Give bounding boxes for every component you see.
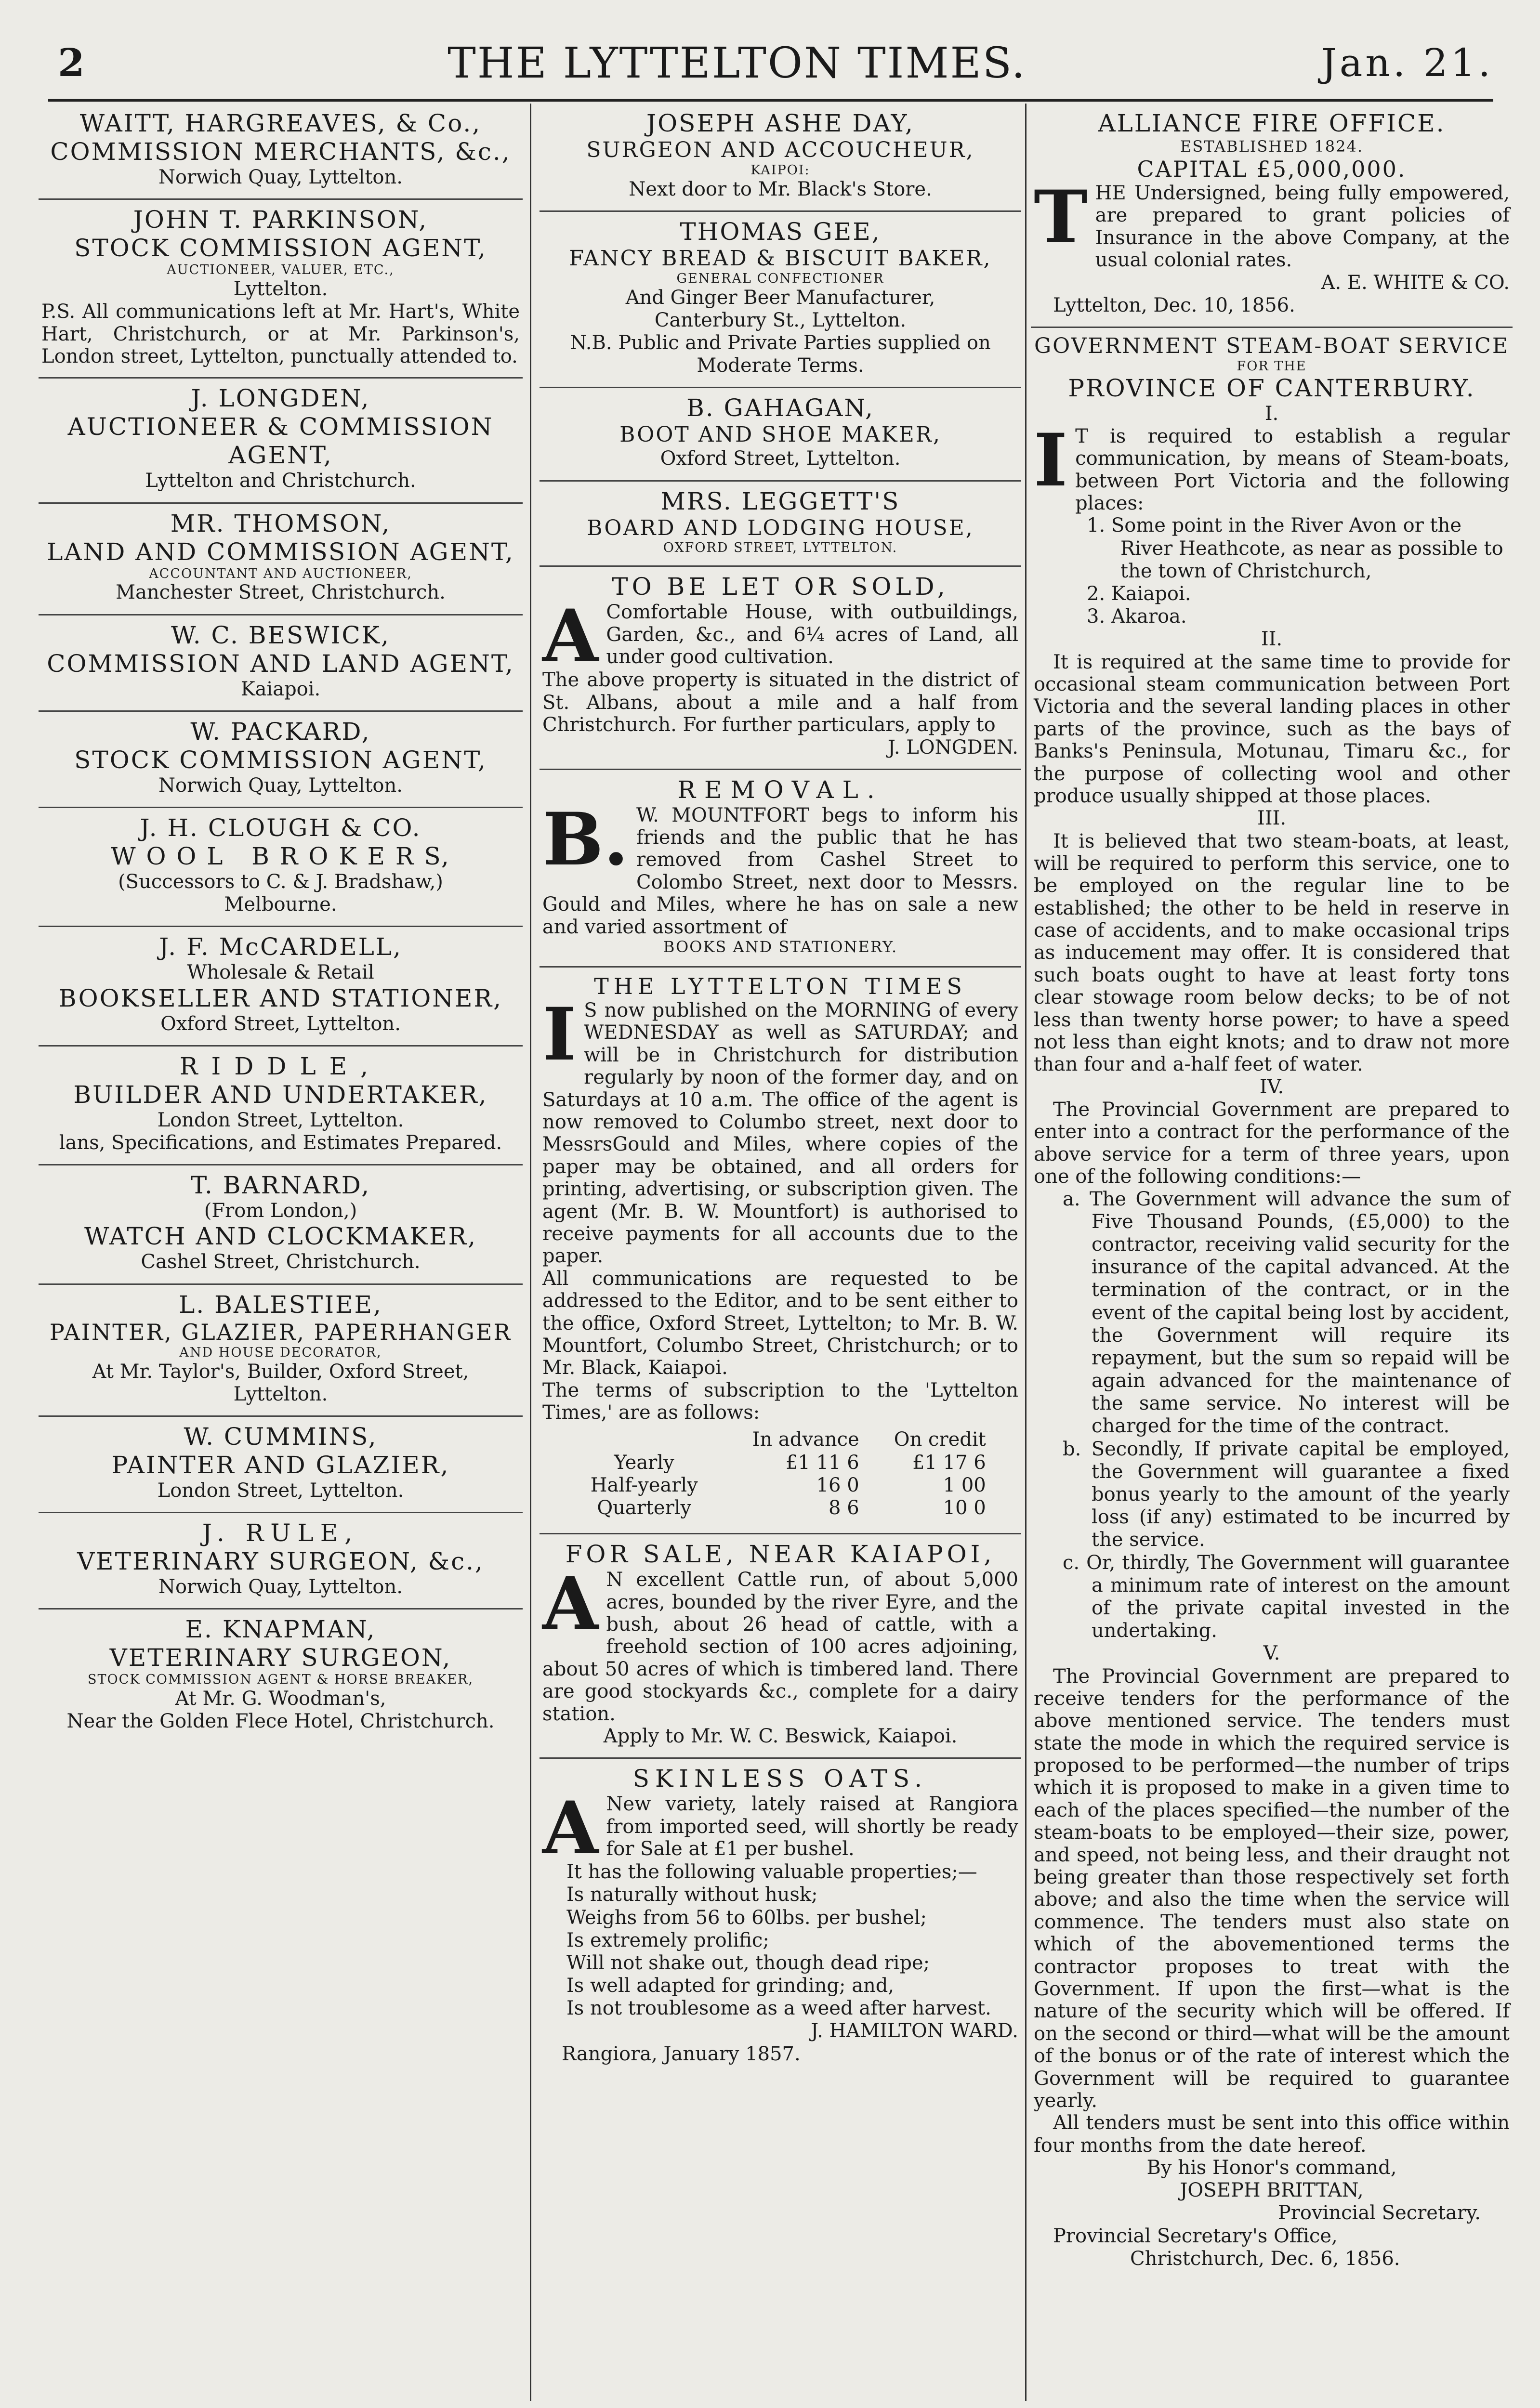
ad-heading: B. GAHAGAN, xyxy=(686,394,874,422)
drop-cap: T xyxy=(1034,175,1088,260)
ad-smallcaps: AUCTIONEER, VALUER, ETC., xyxy=(167,262,395,278)
list-item: 2. Kaiapoi. xyxy=(1087,583,1191,605)
ad-smallcaps: GENERAL CONFECTIONER xyxy=(676,271,884,286)
ad-subheading: PAINTER AND GLAZIER, xyxy=(111,1451,450,1479)
ad-heading: W. C. BESWICK, xyxy=(171,621,390,649)
list-item: Is well adapted for grinding; and, xyxy=(566,1975,895,1997)
condition-a: a. The Government will advance the sum of Five Thousand Pounds, (£5,000) to the contractor, receiving valid security for the insurance of the capital advanced. At the termination of the contract, or in the event of the capital being lost by accident, the Government will require its repayment, but the sum so repaid will be again advanced for the maintenance of the same service. No interest will be charged for the time of the contract. xyxy=(1063,1188,1510,1438)
ad-smallcaps: AND HOUSE DECORATOR, xyxy=(179,1345,382,1360)
ad-smallcaps: FOR THE xyxy=(1237,358,1307,374)
column-2 xyxy=(540,104,1021,2403)
ad-parkinson xyxy=(39,200,523,379)
ad-address: Norwich Quay, Lyttelton. xyxy=(158,166,403,188)
table-cell: 8 6 xyxy=(829,1497,859,1519)
ad-address: Lyttelton. xyxy=(233,278,328,301)
ad-postscript: P.S. All communications left at Mr. Hart's, White Hart, Christchurch, or at Mr. Parkinson's, London street, Lyttelton, punctually attended to. xyxy=(41,301,520,368)
subscription-table xyxy=(571,1428,989,1519)
ad-subheading: VETERINARY SURGEON, &c., xyxy=(77,1547,484,1576)
list-item: Is extremely prolific; xyxy=(566,1929,769,1951)
column-3 xyxy=(1031,104,1513,2403)
ad-smallcaps: ACCOUNTANT AND AUCTIONEER, xyxy=(149,566,412,581)
ad-address: Manchester Street, Christchurch. xyxy=(116,581,446,604)
ad-smallcaps: BOOKS AND STATIONERY. xyxy=(663,938,898,956)
ad-gee xyxy=(540,212,1021,389)
ad-barnard xyxy=(39,1165,523,1284)
ad-address: Near the Golden Flece Hotel, Christchurch. xyxy=(66,1710,495,1733)
table-cell: Half-yearly xyxy=(590,1474,698,1496)
section-numeral: V. xyxy=(1263,1642,1280,1665)
table-row xyxy=(571,1474,989,1497)
ad-body: HE Undersigned, being fully empowered, are prepared to grant policies of Insurance in the above Company, at the usual colonial rates. xyxy=(1095,182,1510,272)
ad-subheading: BOARD AND LODGING HOUSE, xyxy=(587,515,974,540)
ad-subheading: BUILDER AND UNDERTAKER, xyxy=(73,1080,488,1109)
ad-signature: Provincial Secretary. xyxy=(1277,2202,1481,2225)
ad-heading: W. PACKARD, xyxy=(190,717,371,746)
ad-heading: THE LYTTELTON TIMES xyxy=(594,973,967,999)
ad-subheading: STOCK COMMISSION AGENT, xyxy=(74,234,487,262)
ad-note: N.B. Public and Private Parties supplied on Moderate Terms. xyxy=(570,332,991,377)
ad-subheading: BOOT AND SHOE MAKER, xyxy=(619,422,941,447)
issue-date: Jan. 21. xyxy=(1321,40,1493,85)
ad-alliance xyxy=(1031,104,1513,328)
ad-heading: ALLIANCE FIRE OFFICE. xyxy=(1098,109,1446,137)
ad-subheading: COMMISSION MERCHANTS, &c., xyxy=(50,138,511,166)
ad-established: ESTABLISHED 1824. xyxy=(1180,137,1363,156)
ad-heading: GOVERNMENT STEAM-BOAT SERVICE xyxy=(1034,333,1509,358)
ad-heading: FOR SALE, NEAR KAIAPOI, xyxy=(565,1540,996,1569)
ad-smallcaps: KAIPOI: xyxy=(750,162,810,178)
ad-address: At Mr. G. Woodman's, xyxy=(175,1688,386,1710)
ad-heading: WAITT, HARGREAVES, & Co., xyxy=(79,109,482,137)
ad-heading: J. LONGDEN, xyxy=(191,384,370,413)
drop-cap: A xyxy=(542,1786,599,1871)
list-item: It has the following valuable properties;— xyxy=(566,1861,977,1884)
ad-day xyxy=(540,104,1021,212)
ad-heading: REMOVAL. xyxy=(677,775,883,804)
ad-heading: JOHN T. PARKINSON, xyxy=(133,206,428,234)
table-cell: 10 0 xyxy=(943,1497,986,1519)
ad-body: The terms of subscription to the 'Lyttelton Times,' are as follows: xyxy=(542,1379,1018,1424)
ad-subheading: PAINTER, GLAZIER, PAPERHANGER xyxy=(49,1319,512,1345)
ad-packard xyxy=(39,712,523,808)
ad-address: Lyttelton. xyxy=(233,1383,328,1405)
ad-address: Oxford Street, Lyttelton. xyxy=(660,447,901,470)
table-row xyxy=(571,1497,989,1519)
ad-subheading: W O O L B R O K E R S, xyxy=(111,842,450,871)
masthead-rule xyxy=(48,99,1493,102)
ad-subheading: SURGEON AND ACCOUCHEUR, xyxy=(586,138,974,162)
ad-smallcaps: OXFORD STREET, LYTTELTON. xyxy=(663,540,898,556)
ad-subheading: PROVINCE OF CANTERBURY. xyxy=(1068,374,1475,402)
ad-date: Christchurch, Dec. 6, 1856. xyxy=(1130,2247,1400,2270)
list-item: Is naturally without husk; xyxy=(566,1884,818,1906)
ad-mccardell xyxy=(39,927,523,1046)
ad-body: S now published on the MORNING of every WEDNESDAY as well as SATURDAY; and will be in Christchurch for distribution regularly by noon of the former day, and on Saturdays at 10 a.m. The office of the agent is now removed to Columbo street, next door to MessrsGould and Miles, where copies of the paper may be obtained, and all orders for printing, advertising, or subscription given. The agent (Mr. B. W. Mountfort) is authorised to receive payments for all accounts due to the paper. xyxy=(542,999,1018,1268)
ad-subheading: VETERINARY SURGEON, xyxy=(109,1644,452,1672)
ad-leggett xyxy=(540,482,1021,567)
section-numeral: I. xyxy=(1264,402,1279,425)
ad-note: Wholesale & Retail xyxy=(187,961,374,984)
ad-subheading: BOOKSELLER AND STATIONER, xyxy=(58,984,503,1012)
table-header: In advance xyxy=(752,1428,859,1451)
ad-heading: THOMAS GEE, xyxy=(680,217,881,246)
drop-cap: I xyxy=(1034,418,1068,503)
drop-cap: I xyxy=(542,992,577,1077)
column-divider xyxy=(530,104,531,2401)
ad-date: Lyttelton, Dec. 10, 1856. xyxy=(1053,294,1295,316)
column-1 xyxy=(39,104,523,2403)
ad-subheading: STOCK COMMISSION AGENT, xyxy=(74,746,487,774)
ad-rule xyxy=(39,1513,523,1610)
ad-address: Norwich Quay, Lyttelton. xyxy=(158,774,403,797)
ad-address: At Mr. Taylor's, Builder, Oxford Street, xyxy=(92,1360,469,1383)
ad-address: Cashel Street, Christchurch. xyxy=(141,1251,421,1273)
ad-note: (From London,) xyxy=(204,1200,357,1222)
ad-note: (Successors to C. & J. Bradshaw,) xyxy=(118,871,443,893)
ad-gahagan xyxy=(540,388,1021,481)
ad-address: Kaiapoi. xyxy=(240,678,321,700)
ad-heading: E. KNAPMAN, xyxy=(185,1615,376,1644)
list-item: 1. Some point in the River Avon or the River Heathcote, as near as possible to the town of Christchurch, xyxy=(1087,514,1503,582)
condition-c: c. Or, thirdly, The Government will guarantee a minimum rate of interest on the amount of the private capital invested in the undertaking. xyxy=(1063,1551,1510,1642)
ad-subheading: COMMISSION AND LAND AGENT, xyxy=(47,649,514,678)
ad-office: Provincial Secretary's Office, xyxy=(1053,2225,1338,2247)
ad-subheading: WATCH AND CLOCKMAKER, xyxy=(84,1222,477,1251)
column-divider xyxy=(1025,104,1027,2401)
ad-date: Rangiora, January 1857. xyxy=(562,2042,801,2065)
ad-body: All communications are requested to be addressed to the Editor, and to be sent either to the office, Oxford Street, Lyttelton; to Mr. B. W. Mountfort, Columbo Street, Christchurch; or to Mr. Black, Kaiapoi. xyxy=(542,1267,1018,1379)
ad-longden xyxy=(39,379,523,503)
ad-to-let xyxy=(540,567,1021,770)
ad-body: It is believed that two steam-boats, at least, will be required to perform this service, one to be employed on the regular line to be established; the other to be held in reserve in case of accidents, and to make occasional trips as inducement may offer. It is considered that such boats ought to have at least forty tons clear stowage room below decks; to be of not less than twenty horse power; to have a speed not less than eight knots; and to draw not more than four and a-half feet of water. xyxy=(1034,830,1510,1076)
masthead xyxy=(58,22,1493,104)
ad-subheading: FANCY BREAD & BISCUIT BAKER, xyxy=(569,246,992,271)
list-item: Is not troublesome as a weed after harvest. xyxy=(566,1997,991,2020)
section-numeral: III. xyxy=(1257,807,1287,830)
ad-heading: RIDDLE, xyxy=(179,1052,382,1080)
ad-address: Next door to Mr. Black's Store. xyxy=(629,178,932,200)
list-item: Weighs from 56 to 60lbs. per bushel; xyxy=(566,1906,927,1929)
ad-heading: J. F. McCARDELL, xyxy=(159,933,402,961)
table-cell: Quarterly xyxy=(597,1497,692,1519)
ad-capital: CAPITAL £5,000,000. xyxy=(1137,156,1407,182)
table-cell: £1 11 6 xyxy=(785,1451,859,1474)
ad-steam-boat xyxy=(1031,328,1513,2280)
ad-lyttelton-times xyxy=(540,968,1021,1534)
table-cell: 1 00 xyxy=(943,1474,986,1496)
ad-removal xyxy=(540,770,1021,968)
ad-signature: By his Honor's command, xyxy=(1146,2157,1397,2179)
ad-heading: J. RULE, xyxy=(202,1519,359,1547)
ad-riddle xyxy=(39,1047,523,1165)
ad-address: Oxford Street, Lyttelton. xyxy=(160,1012,401,1035)
table-header: On credit xyxy=(894,1428,986,1451)
table-cell: £1 17 6 xyxy=(912,1451,986,1474)
drop-cap: A xyxy=(542,1561,599,1647)
ad-smallcaps: STOCK COMMISSION AGENT & HORSE BREAKER, xyxy=(88,1672,474,1688)
ad-cummins xyxy=(39,1417,523,1513)
table-row xyxy=(571,1452,989,1474)
ad-body: The Provincial Government are prepared to receive tenders for the performance of the above mentioned service. The tenders must state the mode in which the required service is proposed to be performed—the number of trips which it is proposed to make in a given time to each of the places specified—the number of the steam-boats to be employed—their size, power, and speed, not being less, and their draught not being greater than those respectively set forth above; and also the time when the service will commence. The tenders must also state on which of the abovementioned terms the contractor proposes to treat with the Government. If upon the first—what is the nature of the security which will be offered. If on the second or third—what will be the amount of the bonus or of the rate of interest which the Government will be required to guarantee yearly. xyxy=(1034,1665,1510,2112)
ad-skinless-oats xyxy=(540,1759,1021,2075)
ad-heading: JOSEPH ASHE DAY, xyxy=(646,109,914,137)
ad-heading: MRS. LEGGETT'S xyxy=(660,487,900,515)
ad-subheading: AUCTIONEER & COMMISSION AGENT, xyxy=(67,413,494,470)
ad-body: All tenders must be sent into this office within four months from the date hereof. xyxy=(1034,2112,1510,2157)
newspaper-title: THE LYTTELTON TIMES. xyxy=(448,38,1027,88)
ad-heading: L. BALESTIEE, xyxy=(179,1290,382,1319)
ad-body: W. MOUNTFORT begs to inform his friends and the public that he has removed from Cashel Street to Colombo Street, next door to Messrs. Gould and Miles, where he has on sale a new and varied assortment of xyxy=(542,804,1018,938)
ad-heading: J. H. CLOUGH & CO. xyxy=(140,814,421,842)
list-item: Will not shake out, though dead ripe; xyxy=(566,1951,930,1974)
section-numeral: II. xyxy=(1261,628,1283,651)
condition-b: b. Secondly, If private capital be employed, the Government will guarantee a fixed bonus yearly to the amount of the yearly loss (if any) estimated to be incurred by the service. xyxy=(1063,1438,1510,1551)
ad-thomson xyxy=(39,504,523,615)
ad-address: Canterbury St., Lyttelton. xyxy=(654,309,907,331)
section-numeral: IV. xyxy=(1259,1075,1284,1098)
ad-body: The above property is situated in the district of St. Albans, about a mile and a half from Christchurch. For further particulars, apply to xyxy=(542,669,1018,736)
ad-knapman xyxy=(39,1610,523,1742)
drop-cap: A xyxy=(542,594,599,679)
ad-address: Lyttelton and Christchurch. xyxy=(145,470,416,492)
ad-address: London Street, Lyttelton. xyxy=(157,1109,404,1131)
page-number: 2 xyxy=(58,40,85,85)
drop-cap: B. xyxy=(542,797,629,882)
ad-body: It is required at the same time to provide for occasional steam communication between Port Victoria and the several landing places in other parts of the province, such as the bays of Banks's Peninsula, Motunau, Timaru &c., for the purpose of collecting wool and other produce usually shipped at those places. xyxy=(1034,651,1510,807)
ad-note: lans, Specifications, and Estimates Prepared. xyxy=(59,1131,502,1154)
ad-address: London Street, Lyttelton. xyxy=(157,1479,404,1502)
ad-body: The Provincial Government are prepared to enter into a contract for the performance of the above service for a term of three years, upon one of the following conditions:— xyxy=(1034,1099,1510,1188)
ad-waitt xyxy=(39,104,523,200)
ad-body: T is required to establish a regular communication, by means of Steam-boats, between Port Victoria and the following places: xyxy=(1075,425,1510,515)
ad-heading: TO BE LET OR SOLD, xyxy=(612,573,949,601)
ad-heading: SKINLESS OATS. xyxy=(632,1765,928,1793)
ad-signature: JOSEPH BRITTAN, xyxy=(1180,2179,1364,2202)
ad-address: Norwich Quay, Lyttelton. xyxy=(158,1576,403,1598)
ad-heading: T. BARNARD, xyxy=(191,1171,370,1200)
ad-clough xyxy=(39,808,523,927)
ad-heading: MR. THOMSON, xyxy=(170,509,391,537)
ad-note: And Ginger Beer Manufacturer, xyxy=(625,286,935,309)
ad-balestiee xyxy=(39,1285,523,1417)
ad-subheading: LAND AND COMMISSION AGENT, xyxy=(47,537,514,566)
ad-body: Comfortable House, with outbuildings, Garden, &c., and 6¼ acres of Land, all under good cultivation. xyxy=(606,601,1018,668)
ad-body: N excellent Cattle run, of about 5,000 acres, bounded by the river Eyre, and the bush, about 26 head of cattle, with a freehold section of 100 acres adjoining, about 50 acres of which is timbered land. There are good stockyards &c., complete for a dairy station. xyxy=(542,1569,1018,1725)
list-item: 3. Akaroa. xyxy=(1087,605,1187,628)
ad-beswick xyxy=(39,615,523,712)
ad-address: Melbourne. xyxy=(224,893,337,916)
ad-for-sale xyxy=(540,1534,1021,1759)
ad-signature: A. E. WHITE & CO. xyxy=(1321,271,1510,294)
ad-signature: J. HAMILTON WARD. xyxy=(811,2020,1018,2042)
ad-body: New variety, lately raised at Rangiora from imported seed, will shortly be ready for Sale at £1 per bushel. xyxy=(606,1793,1018,1860)
table-cell: Yearly xyxy=(614,1451,674,1474)
ad-contact: Apply to Mr. W. C. Beswick, Kaiapoi. xyxy=(603,1725,958,1747)
ad-signature: J. LONGDEN. xyxy=(887,736,1018,759)
table-cell: 16 0 xyxy=(816,1474,859,1496)
ad-heading: W. CUMMINS, xyxy=(184,1423,378,1451)
